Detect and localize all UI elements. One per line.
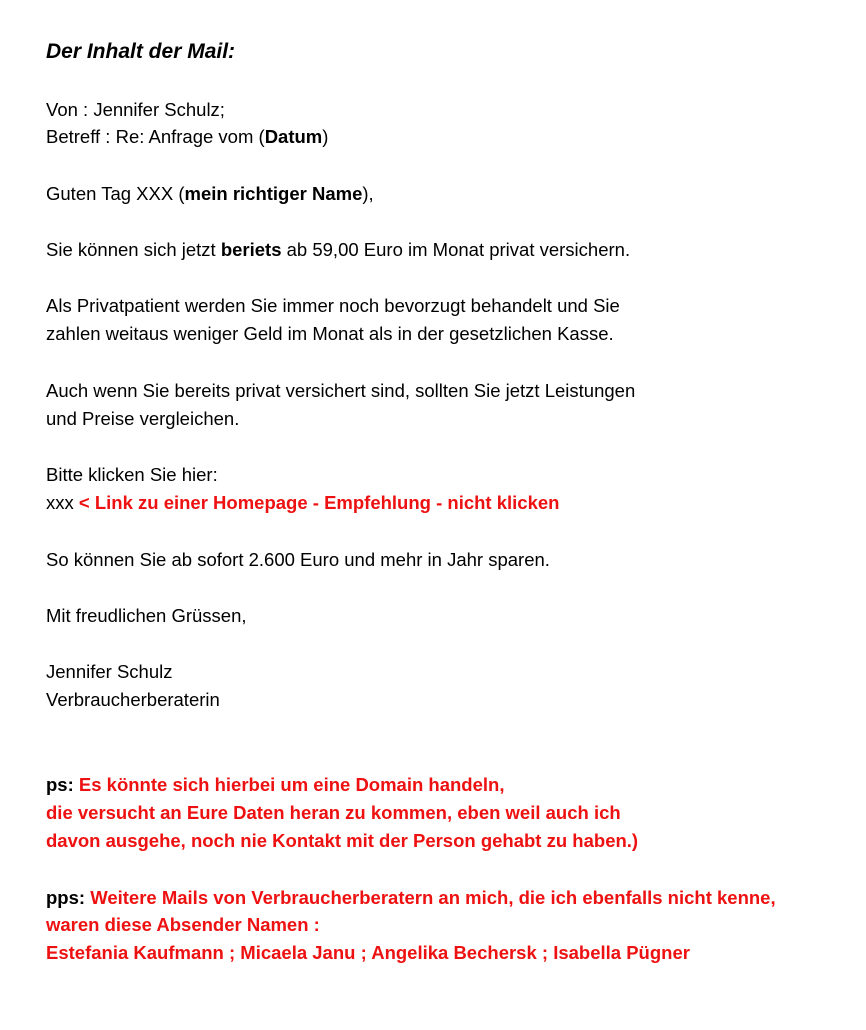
ps-line-1: [46, 771, 504, 798]
subject-date-placeholder: Datum: [264, 126, 323, 147]
offer-bold: beriets: [220, 239, 282, 260]
greeting: [46, 180, 374, 207]
private-patient-line-2: zahlen weitaus weniger Geld im Monat als in der gesetzlichen Kasse.: [46, 323, 614, 344]
ps-label: ps:: [46, 774, 74, 795]
link-line: [46, 489, 559, 516]
offer-prefix: Sie können sich jetzt: [46, 239, 221, 260]
ps-text-1: Es könnte sich hierbei um eine Domain handeln,: [73, 774, 505, 795]
link-warning-note: < Link zu einer Homepage - Empfehlung - nicht klicken: [78, 492, 560, 513]
mail-from: Von : Jennifer Schulz;: [46, 99, 225, 120]
signature-role: Verbraucherberaterin: [46, 689, 220, 710]
greeting-suffix: ),: [362, 183, 374, 204]
closing: Mit freudlichen Grüssen,: [46, 605, 247, 626]
mail-subject: [46, 123, 328, 150]
page-title: Der Inhalt der Mail:: [46, 40, 236, 63]
subject-prefix: Betreff : Re: Anfrage vom (: [46, 126, 265, 147]
subject-suffix: ): [322, 126, 329, 147]
greeting-prefix: Guten Tag XXX (: [46, 183, 185, 204]
pps-label: pps:: [46, 887, 86, 908]
signature-name: Jennifer Schulz: [46, 661, 173, 682]
greeting-name: mein richtiger Name: [184, 183, 363, 204]
pps-text-1: Weitere Mails von Verbraucherberatern an mich, die ich ebenfalls nicht kenne,: [85, 887, 776, 908]
ps-line-3: davon ausgehe, noch nie Kontakt mit der Person gehabt zu haben.): [46, 830, 639, 851]
offer-suffix: ab 59,00 Euro im Monat privat versichern.: [281, 239, 631, 260]
savings-line: So können Sie ab sofort 2.600 Euro und mehr in Jahr sparen.: [46, 549, 550, 570]
compare-line-1: Auch wenn Sie bereits privat versichert sind, sollten Sie jetzt Leistungen: [46, 380, 636, 401]
pps-line-2: waren diese Absender Namen :: [46, 914, 320, 935]
link-placeholder: xxx: [46, 492, 79, 513]
pps-sender-names: Estefania Kaufmann ; Micaela Janu ; Angelika Bechersk ; Isabella Pügner: [46, 942, 690, 963]
click-prompt: Bitte klicken Sie hier:: [46, 464, 218, 485]
pps-line-1: [46, 884, 776, 911]
private-patient-line-1: Als Privatpatient werden Sie immer noch bevorzugt behandelt und Sie: [46, 295, 620, 316]
ps-line-2: die versucht an Eure Daten heran zu kommen, eben weil auch ich: [46, 802, 621, 823]
compare-line-2: und Preise vergleichen.: [46, 408, 240, 429]
offer-line: [46, 236, 630, 263]
